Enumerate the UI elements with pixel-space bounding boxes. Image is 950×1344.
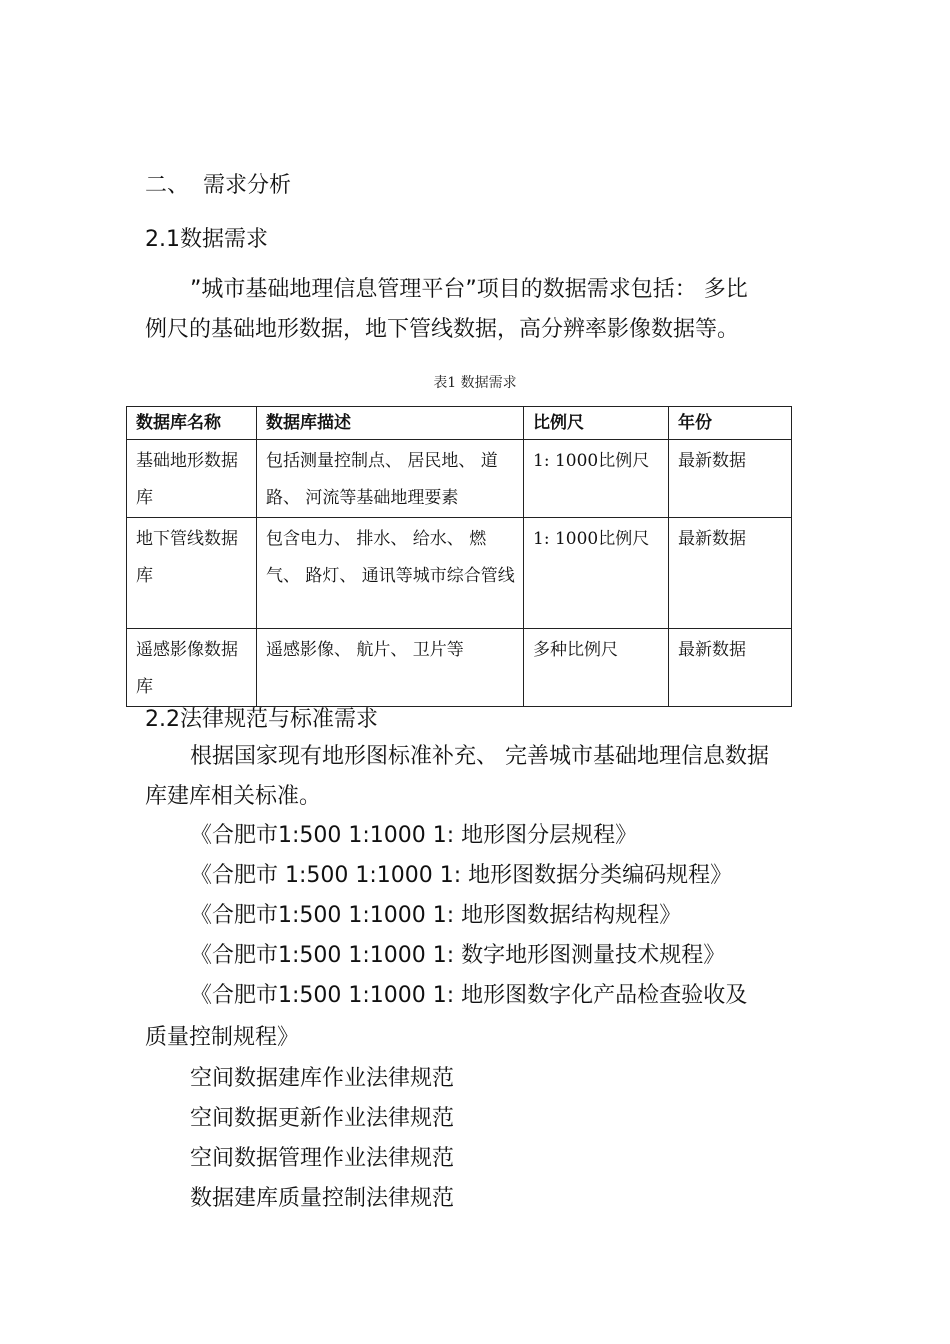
table-cell: 包含电力、 排水、 给水、 燃气、 路灯、 通讯等城市综合管线 (257, 518, 524, 629)
data-requirements-table (126, 406, 792, 707)
table-cell: 最新数据 (669, 440, 792, 518)
reference-item: 《合肥市1:500 1:1000 1: 地形图分层规程》 (190, 823, 638, 848)
header-cell: 年份 (669, 407, 792, 440)
reference-item: 《合肥市1:500 1:1000 1: 地形图数字化产品检查验收及 (190, 983, 748, 1008)
regulation-item: 空间数据建库作业法律规范 (190, 1066, 455, 1091)
table-cell: 地下管线数据库 (127, 518, 257, 629)
table-row (127, 440, 792, 518)
table-cell: 基础地形数据库 (127, 440, 257, 518)
table-cell: 1: 1000比例尺 (524, 518, 669, 629)
table-cell: 最新数据 (669, 629, 792, 707)
reference-item: 《合肥市1:500 1:1000 1: 地形图数据结构规程》 (190, 903, 682, 928)
table-row (127, 629, 792, 707)
subsection-title-standards: 2.2法律规范与标准需求 (145, 707, 378, 732)
standards-line-2: 库建库相关标准。 (145, 784, 322, 809)
standards-line-1: 根据国家现有地形图标准补充、 完善城市基础地理信息数据 (190, 744, 769, 769)
section-heading (145, 168, 291, 199)
regulation-item: 空间数据更新作业法律规范 (190, 1106, 455, 1131)
header-cell: 数据库描述 (257, 407, 524, 440)
table-cell: 多种比例尺 (524, 629, 669, 707)
table-row (127, 518, 792, 629)
header-cell: 比例尺 (524, 407, 669, 440)
table-cell: 最新数据 (669, 518, 792, 629)
section-title: 需求分析 (203, 173, 292, 198)
table-cell: 1: 1000比例尺 (524, 440, 669, 518)
reference-item: 《合肥市1:500 1:1000 1: 数字地形图测量技术规程》 (190, 943, 726, 968)
regulation-item: 空间数据管理作业法律规范 (190, 1146, 455, 1171)
table-cell: 遥感影像数据库 (127, 629, 257, 707)
table-cell: 遥感影像、 航片、 卫片等 (257, 629, 524, 707)
table-caption: 表1 数据需求 (433, 375, 517, 391)
regulation-item: 数据建库质量控制法律规范 (190, 1186, 455, 1211)
section-number: 二、 (145, 173, 190, 198)
intro-line-2: 例尺的基础地形数据，地下管线数据，高分辨率影像数据等。 (145, 317, 740, 342)
table-cell: 包括测量控制点、 居民地、 道路、 河流等基础地理要素 (257, 440, 524, 518)
table-header-row (127, 407, 792, 440)
intro-line-1: ”城市基础地理信息管理平台”项目的数据需求包括： 多比 (190, 277, 748, 302)
reference-item-continued: 质量控制规程》 (145, 1025, 300, 1050)
subsection-title-data: 2.1数据需求 (145, 227, 268, 252)
header-cell: 数据库名称 (127, 407, 257, 440)
reference-item: 《合肥市 1:500 1:1000 1: 地形图数据分类编码规程》 (190, 863, 733, 888)
